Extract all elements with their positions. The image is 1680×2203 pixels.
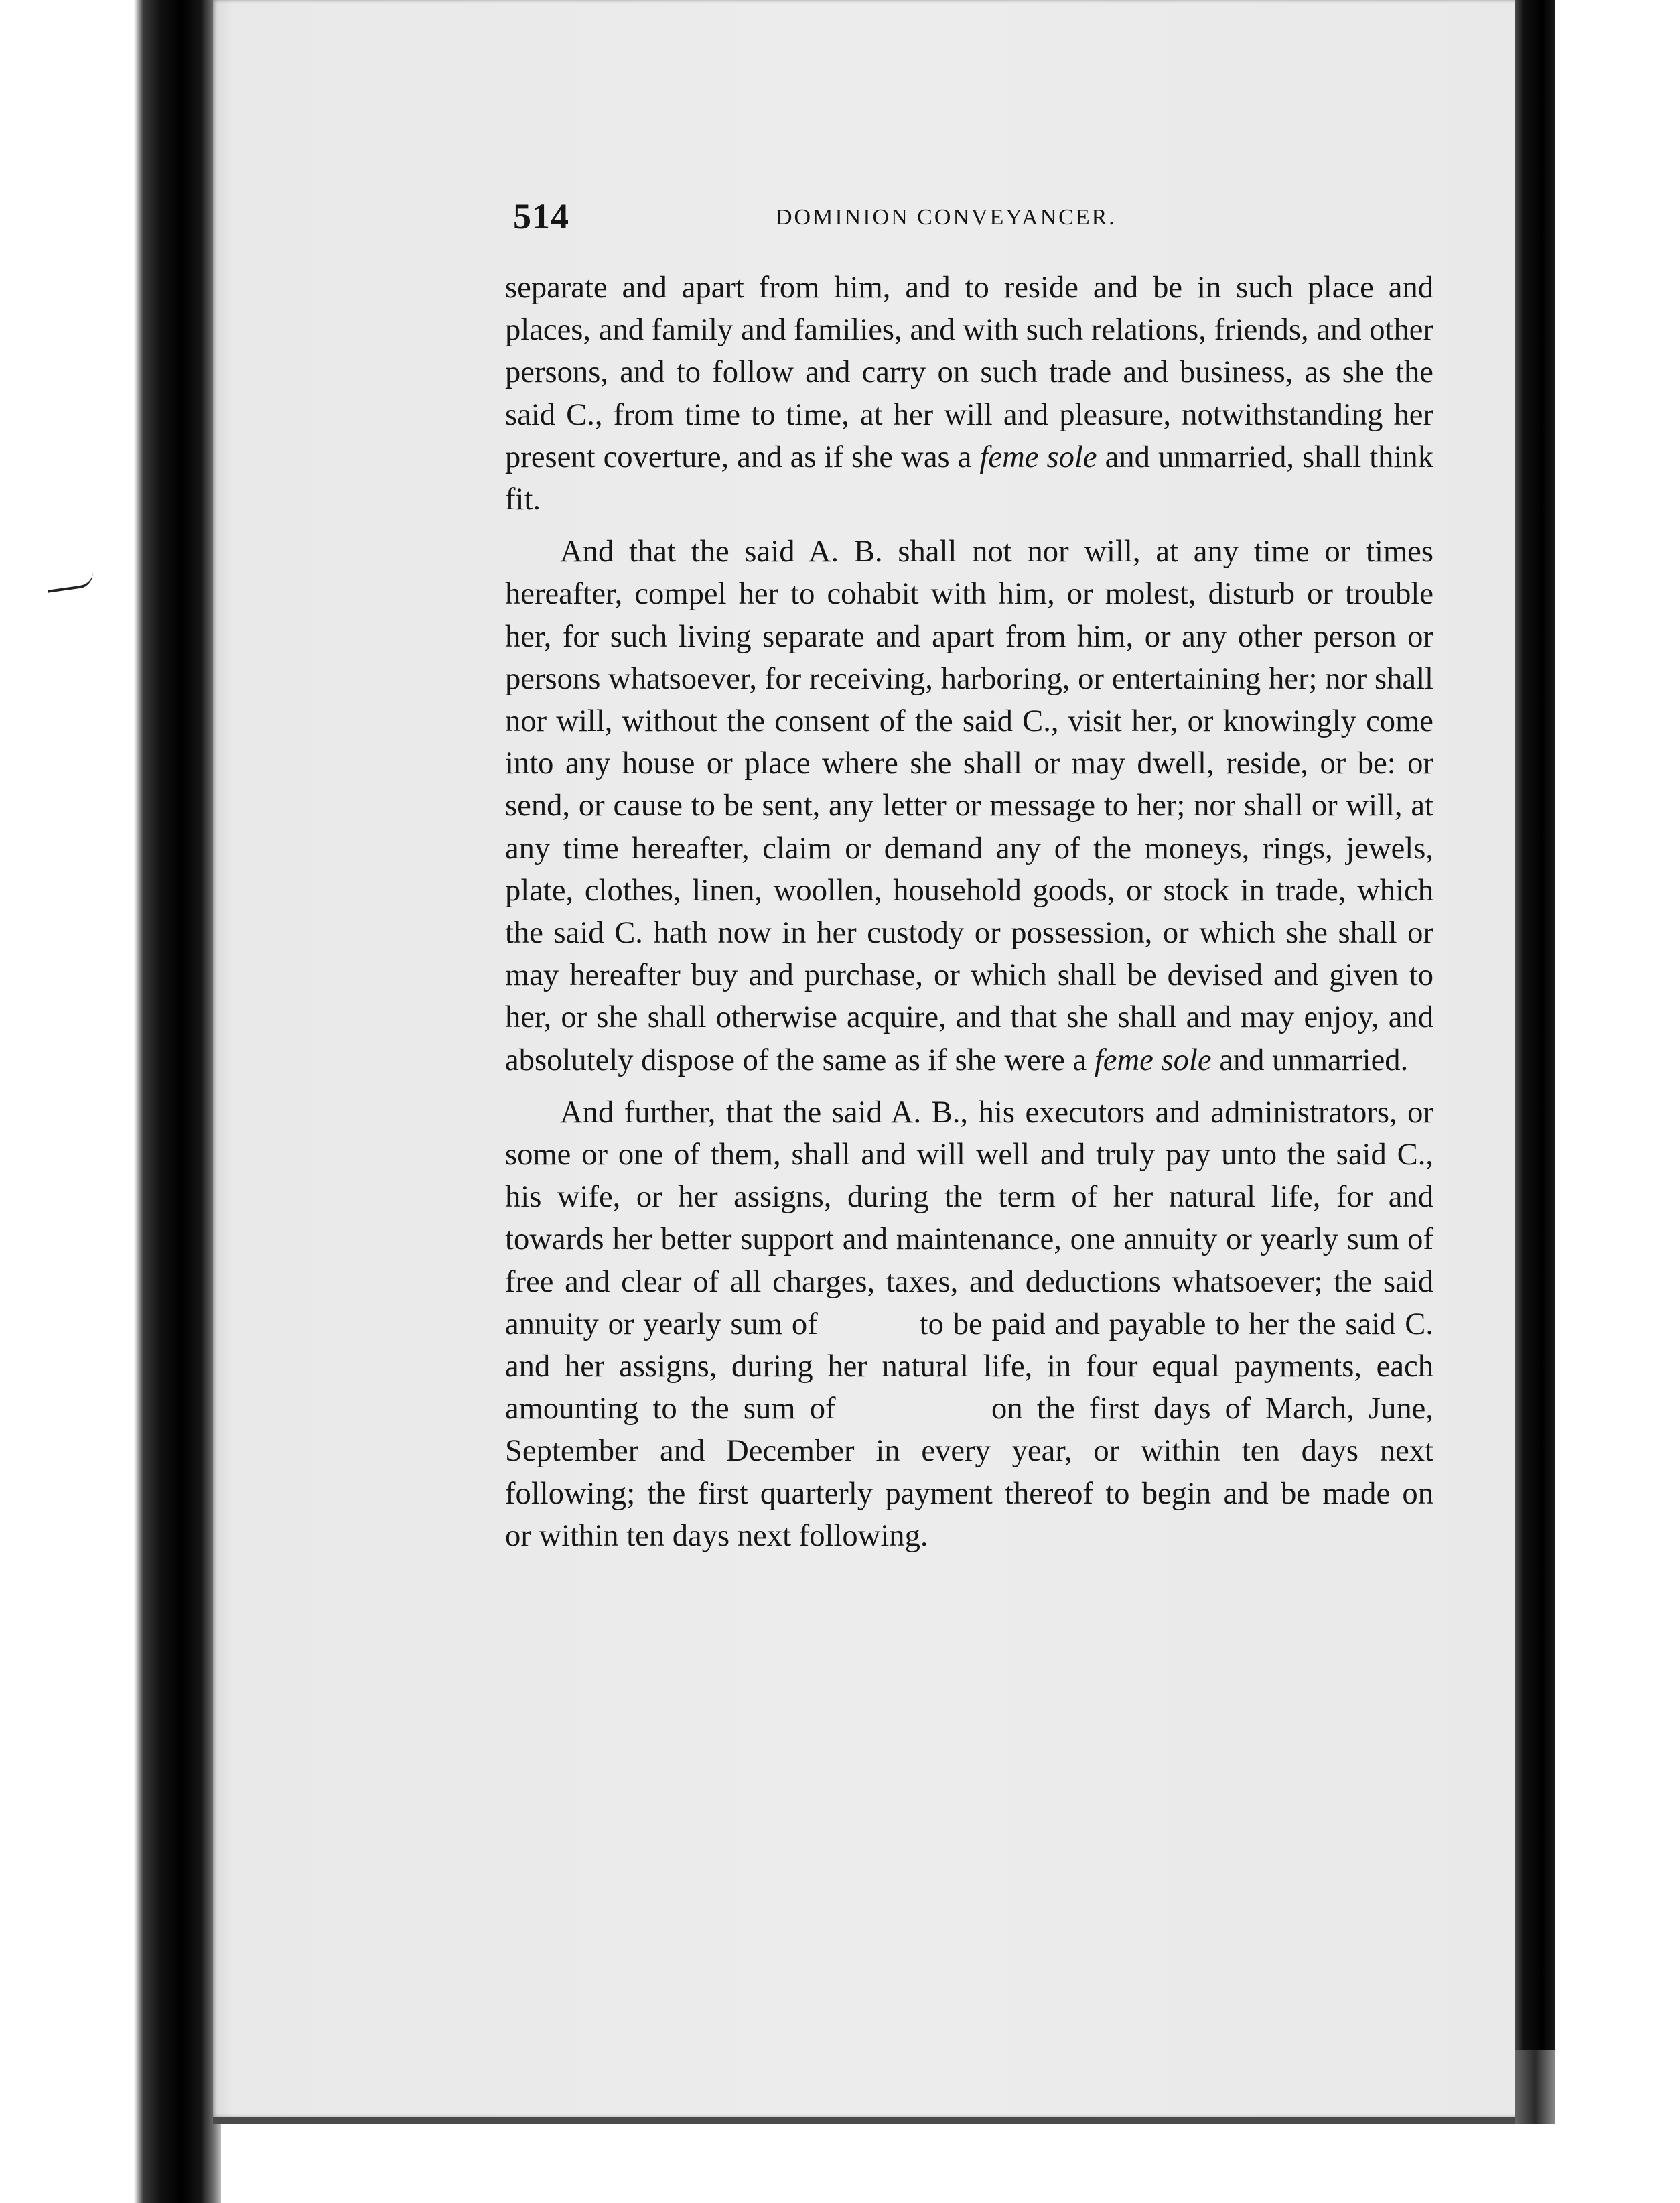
paragraph-1 [505,267,1433,521]
paragraph-2-text-b: and unmarried. [1219,1042,1409,1077]
paragraph-2-italic: feme sole [1094,1042,1212,1077]
paragraph-1-text-b: and unmarried, shall think fit. [505,439,1433,517]
paragraph-1-italic: feme sole [979,439,1097,474]
paragraph-2-text-a: And that the said A. B. shall not nor will, at any time or times hereafter, compel her to cohabit with him, or molest, disturb or trouble her, for such living separate and apart from him, or any other person or persons whatsoever, for receiving, harboring, or entertaining her; nor shall nor will, without the consent of the said C., visit her, or knowingly come into any house or place where she shall or may dwell, reside, or be: or send, or cause to be sent, any letter or message to her; nor shall or will, at any time hereafter, claim or demand any of the moneys, rings, jewels, plate, clothes, linen, woollen, household goods, or stock in trade, which the said C. hath now in her custody or possession, or which she shall or may hereafter buy and purchase, or which shall be devised and given to her, or she shall otherwise acquire, and that she shall and may enjoy, and absolutely dispose of the same as if she were a [505,534,1433,1077]
paragraph-3-text: And further, that the said A. B., his executors and administrators, or some or one of them, shall and will well and truly pay unto the said C., his wife, or her assigns, during the term of her natural life, for and towards her better support and maintenance, one annuity or yearly sum of free and clear of all charges, taxes, and deductions whatsoever; the said annuity or yearly sum of to be paid and payable to her the said C. and her assigns, during her natural life, in four equal payments, each amounting to the sum of on the first days of March, June, September and December in every year, or within ten days next following; the first quarterly payment thereof to begin and be made on or within ten days next following. [505,1094,1520,1553]
paragraph-3 [505,1091,1520,1557]
paragraph-1-text-a: separate and apart from him, and to reside and be in such place and places, and family and families, and with such relations, friends, and other persons, and to follow and carry on such trade and business, as she the said C., from time to time, at her will and pleasure, notwithstanding her present coverture, and as if she was a [505,270,1433,474]
paragraph-2 [505,531,1433,1081]
text-block [505,196,1520,1557]
running-head [505,196,1433,243]
scan-left-edge [0,0,221,2203]
right-binding-shadow [1515,0,1555,2050]
right-binding-lower [1515,2050,1555,2124]
page-number: 514 [513,196,569,237]
running-title: DOMINION CONVEYANCER. [776,205,1117,230]
